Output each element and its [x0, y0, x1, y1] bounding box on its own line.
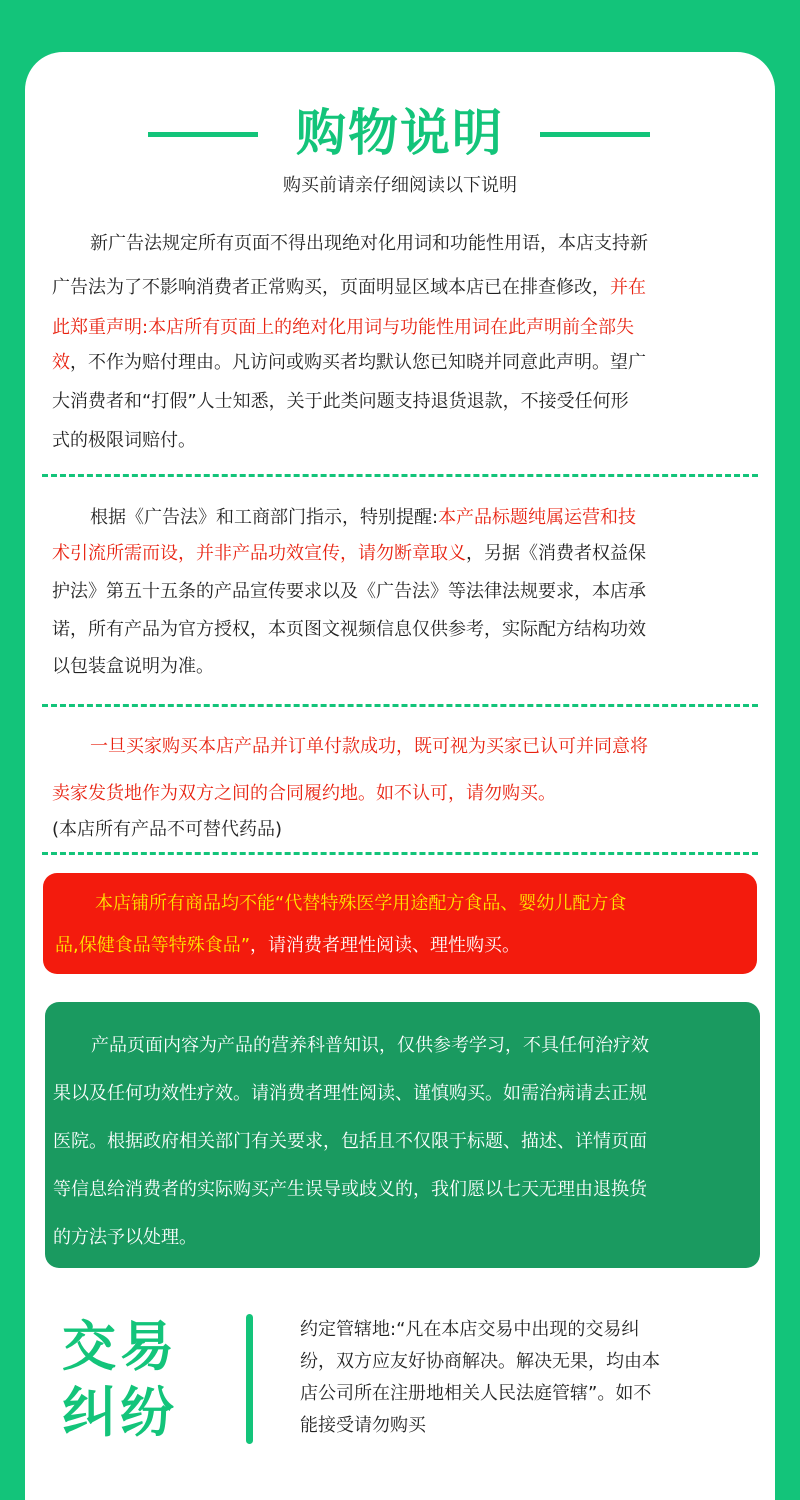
nutrition-line-4: 等信息给消费者的实际购买产生误导或歧义的，我们愿以七天无理由退换货 [53, 1179, 647, 1200]
dispute-line-2: 纷，双方应友好协商解决。解决无果，均由本 [300, 1351, 660, 1372]
divider-1 [42, 474, 758, 477]
dispute-line-1: 约定管辖地:“凡在本店交易中出现的交易纠 [300, 1319, 640, 1340]
nutrition-line-1: 产品页面内容为产品的营养科普知识，仅供参考学习，不具任何治疗效 [91, 1035, 649, 1056]
page-subtitle: 购买前请亲仔细阅读以下说明 [283, 175, 517, 196]
dispute-divider-bar [246, 1314, 253, 1444]
reminder-line-5: 以包装盒说明为准。 [52, 656, 214, 677]
nutrition-line-5: 的方法予以处理。 [53, 1227, 197, 1248]
dispute-heading-1: 交易 [62, 1315, 178, 1378]
special-food-notice-yellow-1: 本店铺所有商品均不能“代替特殊医学用途配方食品、婴幼儿配方食 [95, 893, 627, 914]
reminder-line-1-red: 本产品标题纯属运营和技 [438, 507, 637, 528]
contract-line-1: 一旦买家购买本店产品并订单付款成功，既可视为买家已认可并同意将 [90, 736, 648, 757]
title-decor-line-left [148, 132, 258, 137]
reminder-line-2 [52, 538, 752, 570]
ad-law-line-2-red: 并在 [610, 277, 646, 298]
reminder-line-1 [52, 502, 790, 534]
special-food-notice-yellow-2: 品,保健食品等特殊食品” [55, 935, 251, 956]
nutrition-line-3: 医院。根据政府相关部门有关要求，包括且不仅限于标题、描述、详情页面 [53, 1131, 647, 1152]
special-food-notice-white: ，请消费者理性阅读、理性购买。 [250, 935, 521, 956]
content-card [25, 52, 775, 1500]
ad-law-line-4 [52, 347, 752, 379]
ad-law-line-4-text: ，不作为赔付理由。凡访问或购买者均默认您已知晓并同意此声明。望广 [70, 352, 646, 373]
ad-law-line-4-red: 效 [52, 352, 70, 373]
reminder-line-4: 诺，所有产品为官方授权，本页图文视频信息仅供参考，实际配方结构功效 [52, 619, 646, 640]
ad-law-line-2-text: 广告法为了不影响消费者正常购买，页面明显区域本店已在排查修改， [52, 277, 610, 298]
reminder-line-2-text: ，另据《消费者权益保 [466, 543, 646, 564]
ad-law-line-2 [52, 272, 752, 304]
contract-line-2: 卖家发货地作为双方之间的合同履约地。如不认可，请勿购买。 [52, 783, 556, 804]
ad-law-line-5: 大消费者和“打假”人士知悉，关于此类问题支持退货退款，不接受任何形 [52, 391, 629, 412]
page-title: 购物说明 [296, 104, 504, 162]
dispute-line-3: 店公司所在注册地相关人民法庭管辖”。如不 [300, 1383, 652, 1404]
ad-law-line-3: 此郑重声明:本店所有页面上的绝对化用词与功能性用词在此声明前全部失 [52, 317, 635, 338]
ad-law-line-1: 新广告法规定所有页面不得出现绝对化用词和功能性用语，本店支持新 [90, 233, 648, 254]
ad-law-line-6: 式的极限词赔付。 [52, 430, 196, 451]
title-decor-line-right [540, 132, 650, 137]
nutrition-notice [45, 1002, 760, 1268]
nutrition-line-2: 果以及任何功效性疗效。请消费者理性阅读、谨慎购买。如需治病请去正规 [53, 1083, 647, 1104]
reminder-line-1-text: 根据《广告法》和工商部门指示，特别提醒: [90, 507, 439, 528]
dispute-text [300, 1314, 750, 1442]
reminder-line-2-red: 术引流所需而设，并非产品功效宣传，请勿断章取义 [52, 543, 466, 564]
nutrition-notice-text [53, 1022, 758, 1262]
title-row [0, 98, 800, 168]
reminder-line-3: 护法》第五十五条的产品宣传要求以及《广告法》等法律法规要求，本店承 [52, 581, 646, 602]
dispute-line-4: 能接受请勿购买 [300, 1415, 426, 1436]
divider-3 [42, 852, 758, 855]
special-food-notice-text [55, 883, 755, 967]
dispute-heading-2: 纠纷 [62, 1381, 178, 1444]
divider-2 [42, 704, 758, 707]
contract-line-3: (本店所有产品不可替代药品) [52, 819, 283, 840]
special-food-notice [43, 873, 757, 974]
